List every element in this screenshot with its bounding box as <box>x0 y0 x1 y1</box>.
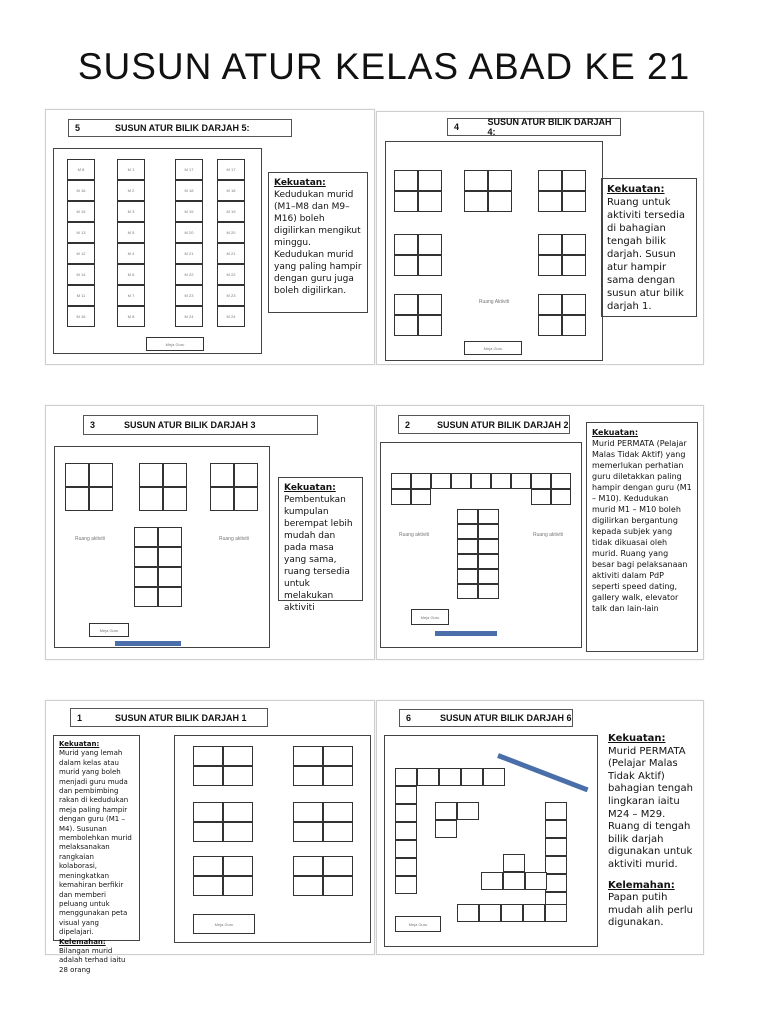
student-desk <box>479 904 501 922</box>
student-desk <box>193 766 223 786</box>
student-desk: M 16 <box>67 306 95 327</box>
student-desk <box>491 473 511 489</box>
layout-1-panel <box>45 700 375 974</box>
student-desk: M 21 <box>217 243 245 264</box>
student-desk <box>411 473 431 489</box>
student-desk <box>411 489 431 505</box>
layout-2-strength-box <box>586 422 698 652</box>
layout-4-strength-box <box>601 178 697 317</box>
layout-1-title <box>70 708 268 727</box>
student-desk <box>391 489 411 505</box>
student-desk: M 17 <box>175 159 203 180</box>
student-desk <box>483 768 505 786</box>
student-desk <box>394 170 418 191</box>
strength-heading: Kekuatan: <box>608 733 666 744</box>
layout-6-title-text: SUSUN ATUR BILIK DARJAH 6 <box>440 713 572 723</box>
layout-3-title-text: SUSUN ATUR BILIK DARJAH 3 <box>124 420 256 430</box>
student-desk <box>478 554 499 569</box>
student-desk <box>223 856 253 876</box>
student-desk <box>457 539 478 554</box>
student-desk <box>431 473 451 489</box>
student-desk <box>139 463 163 487</box>
strength-body: Murid yang lemah dalam kelas atau murid yang boleh menjadi guru muda dan pembimbing rakan di kedudukan meja paling hampir dengan guru (M1 – M4). Susunan membolehkan murid melaksanakan rangkaian kolaborasi, meningkatkan kemahiran berfikir dan memberi peluang untuk menggunakan peta visual yang dipelajari. <box>59 749 132 937</box>
student-desk <box>139 487 163 511</box>
student-desk <box>89 463 113 487</box>
student-desk <box>395 804 417 822</box>
student-desk <box>562 191 586 212</box>
student-desk <box>538 315 562 336</box>
student-desk <box>538 294 562 315</box>
student-desk <box>523 904 545 922</box>
student-desk: M 23 <box>217 285 245 306</box>
student-desk <box>545 802 567 820</box>
student-desk <box>545 904 567 922</box>
layout-5-title <box>68 119 292 137</box>
student-desk <box>503 854 525 872</box>
student-desk <box>193 822 223 842</box>
layout-2-room <box>380 442 582 648</box>
student-desk: M 11 <box>67 285 95 306</box>
student-desk <box>65 463 89 487</box>
student-desk <box>418 255 442 276</box>
teacher-desk <box>411 609 449 625</box>
student-desk <box>193 856 223 876</box>
layout-2-title <box>398 415 570 434</box>
teacher-desk-label: Meja Guru <box>408 921 428 927</box>
student-desk <box>562 255 586 276</box>
student-desk: M 19 <box>217 201 245 222</box>
layout-5-number: 5 <box>75 123 81 133</box>
weakness-heading: Kelemahan: <box>608 879 675 891</box>
student-desk <box>461 768 483 786</box>
strength-body: Pembentukan kumpulan berempat lebih mudah dan pada masa yang sama, ruang tersedia untuk melakukan aktiviti <box>284 495 353 613</box>
layout-4-title <box>447 118 621 136</box>
student-desk: M 6 <box>117 264 145 285</box>
student-desk: M 2 <box>117 180 145 201</box>
student-desk <box>223 746 253 766</box>
student-desk <box>223 822 253 842</box>
student-desk <box>503 872 525 890</box>
student-desk <box>471 473 491 489</box>
student-desk <box>464 170 488 191</box>
weakness-body: Papan putih mudah alih perlu digunakan. <box>608 892 693 929</box>
student-desk <box>511 473 531 489</box>
student-desk <box>545 874 567 892</box>
student-desk: M 20 <box>217 222 245 243</box>
student-desk: M 12 <box>67 243 95 264</box>
student-desk <box>545 838 567 856</box>
student-desk <box>163 463 187 487</box>
student-desk <box>478 539 499 554</box>
student-desk <box>391 473 411 489</box>
layout-4-panel <box>376 111 704 365</box>
layout-5-strength-box <box>268 172 368 313</box>
student-desk: M 14 <box>67 264 95 285</box>
student-desk <box>134 527 158 547</box>
student-desk <box>395 768 417 786</box>
student-desk <box>417 768 439 786</box>
student-desk <box>134 587 158 607</box>
student-desk: M 7 <box>117 285 145 306</box>
student-desk <box>223 876 253 896</box>
student-desk <box>525 872 547 890</box>
student-desk: M 24 <box>175 306 203 327</box>
student-desk: M 17 <box>217 159 245 180</box>
student-desk <box>501 904 523 922</box>
student-desk <box>394 234 418 255</box>
student-desk <box>435 802 457 820</box>
student-desk <box>158 567 182 587</box>
student-desk <box>395 840 417 858</box>
student-desk <box>395 876 417 894</box>
whiteboard <box>115 641 181 646</box>
student-desk <box>323 822 353 842</box>
student-desk: M 1 <box>117 159 145 180</box>
student-desk <box>418 315 442 336</box>
student-desk: M 22 <box>217 264 245 285</box>
student-desk <box>394 255 418 276</box>
student-desk <box>293 746 323 766</box>
student-desk <box>457 904 479 922</box>
strength-heading: Kekuatan: <box>607 184 665 195</box>
student-desk <box>435 820 457 838</box>
student-desk <box>223 802 253 822</box>
layout-6-panel <box>376 700 704 955</box>
student-desk <box>418 234 442 255</box>
student-desk <box>293 802 323 822</box>
student-desk <box>234 487 258 511</box>
student-desk <box>538 170 562 191</box>
teacher-desk-label: Meja Guru <box>483 345 503 351</box>
layout-5-room <box>53 148 262 354</box>
teacher-desk <box>464 341 522 355</box>
teacher-desk-label: Meja Guru <box>420 614 440 620</box>
student-desk: M 21 <box>175 243 203 264</box>
student-desk <box>395 858 417 876</box>
layout-5-title-text: SUSUN ATUR BILIK DARJAH 5: <box>115 123 250 133</box>
student-desk: M 4 <box>117 243 145 264</box>
layout-5-panel <box>45 109 375 365</box>
student-desk <box>481 872 503 890</box>
student-desk <box>134 567 158 587</box>
student-desk <box>457 802 479 820</box>
strength-body: Murid PERMATA (Pelajar Malas Tidak Aktif) yang memerlukan perhatian guru diletakkan paling hampir dengan guru (M1 – M10). Kedudukan murid M1 – M10 boleh digilirkan bergantung kepada subjek yang tidak dikuasai oleh murid. Ruang yang besar bagi pelaksanaan aktiviti dalam PdP seperti speed dating, gallery walk, elevator talk dan lain-lain <box>592 439 692 613</box>
student-desk <box>545 820 567 838</box>
teacher-desk-label: Meja Guru <box>214 921 234 927</box>
student-desk <box>562 294 586 315</box>
student-desk <box>65 487 89 511</box>
student-desk <box>538 191 562 212</box>
student-desk <box>323 766 353 786</box>
student-desk: M 5 <box>117 222 145 243</box>
teacher-desk <box>146 337 204 351</box>
layout-3-title <box>83 415 318 435</box>
layout-2-number: 2 <box>405 419 411 430</box>
student-desk <box>478 569 499 584</box>
layout-4-title-text: SUSUN ATUR BILIK DARJAH 4: <box>487 117 612 137</box>
layout-3-panel <box>45 405 375 660</box>
layout-3-number: 3 <box>90 420 96 430</box>
layout-4-room <box>385 141 603 361</box>
teacher-desk <box>193 914 255 934</box>
student-desk <box>323 746 353 766</box>
student-desk <box>395 786 417 804</box>
student-desk <box>562 315 586 336</box>
layout-2-panel <box>376 405 704 660</box>
weakness-heading: Kelemahan: <box>59 937 106 946</box>
student-desk <box>439 768 461 786</box>
strength-heading: Kekuatan: <box>59 740 100 748</box>
teacher-desk <box>89 623 129 637</box>
layout-6-strength-box <box>603 729 699 939</box>
student-desk <box>193 876 223 896</box>
student-desk <box>531 489 551 505</box>
strength-heading: Kekuatan: <box>284 483 336 493</box>
student-desk <box>488 191 512 212</box>
student-desk <box>457 524 478 539</box>
student-desk: M 3 <box>117 201 145 222</box>
student-desk <box>293 856 323 876</box>
student-desk: M 8 <box>117 306 145 327</box>
layout-1-number: 1 <box>77 712 83 723</box>
student-desk <box>323 876 353 896</box>
layout-3-strength-box <box>278 477 363 613</box>
student-desk <box>538 234 562 255</box>
student-desk: M 19 <box>175 201 203 222</box>
student-desk <box>89 487 113 511</box>
student-desk <box>158 587 182 607</box>
student-desk: M 16 <box>67 180 95 201</box>
student-desk <box>551 489 571 505</box>
layout-1-room <box>174 735 371 943</box>
student-desk <box>457 509 478 524</box>
student-desk <box>193 802 223 822</box>
student-desk <box>562 170 586 191</box>
layout-3-room <box>54 446 270 648</box>
strength-body: Ruang untuk aktiviti tersedia di bahagian tengah bilik darjah. Susun atur hampir sama dengan susun atur bilik darjah 1. <box>607 197 685 312</box>
student-desk: M 20 <box>175 222 203 243</box>
student-desk <box>418 170 442 191</box>
student-desk <box>210 487 234 511</box>
student-desk: M 18 <box>217 180 245 201</box>
student-desk <box>158 527 182 547</box>
weakness-body: Bilangan murid adalah terhad iaitu 28 orang <box>59 946 126 974</box>
teacher-desk <box>395 916 441 932</box>
student-desk <box>394 294 418 315</box>
student-desk <box>193 746 223 766</box>
student-desk <box>545 856 567 874</box>
teacher-desk-label: Meja Guru <box>165 341 185 347</box>
student-desk <box>531 473 551 489</box>
student-desk: M 15 <box>67 201 95 222</box>
activity-area-label-right: Ruang aktiviti <box>219 536 250 542</box>
student-desk: M 22 <box>175 264 203 285</box>
student-desk: M 8 <box>67 159 95 180</box>
student-desk <box>478 509 499 524</box>
student-desk <box>478 524 499 539</box>
student-desk <box>478 584 499 599</box>
student-desk <box>234 463 258 487</box>
student-desk <box>293 766 323 786</box>
layout-2-title-text: SUSUN ATUR BILIK DARJAH 2 <box>437 419 569 430</box>
student-desk <box>163 487 187 511</box>
student-desk: M 24 <box>217 306 245 327</box>
student-desk <box>457 584 478 599</box>
activity-area-label-right: Ruang aktiviti <box>533 532 564 538</box>
student-desk <box>394 315 418 336</box>
student-desk <box>562 234 586 255</box>
teacher-desk-label: Meja Guru <box>99 627 119 633</box>
student-desk <box>293 876 323 896</box>
layout-1-title-text: SUSUN ATUR BILIK DARJAH 1 <box>115 712 247 723</box>
layout-4-number: 4 <box>454 122 460 132</box>
activity-area-label-left: Ruang aktiviti <box>399 532 430 538</box>
student-desk <box>551 473 571 489</box>
student-desk <box>464 191 488 212</box>
strength-heading: Kekuatan: <box>274 178 326 188</box>
strength-heading: Kekuatan: <box>592 428 639 437</box>
student-desk: M 18 <box>175 180 203 201</box>
student-desk <box>323 856 353 876</box>
student-desk <box>293 822 323 842</box>
student-desk <box>210 463 234 487</box>
student-desk <box>451 473 471 489</box>
student-desk <box>418 294 442 315</box>
student-desk <box>134 547 158 567</box>
student-desk <box>457 569 478 584</box>
student-desk: M 23 <box>175 285 203 306</box>
main-title: SUSUN ATUR KELAS ABAD KE 21 <box>77 46 691 87</box>
student-desk <box>395 822 417 840</box>
student-desk <box>538 255 562 276</box>
activity-area-label-left: Ruang aktiviti <box>75 536 106 542</box>
student-desk <box>457 554 478 569</box>
student-desk <box>394 191 418 212</box>
layout-6-room <box>384 735 598 947</box>
student-desk <box>418 191 442 212</box>
strength-body: Kedudukan murid (M1–M8 dan M9–M16) boleh digilirkan mengikut minggu. Kedudukan murid yang paling hampir dengan guru juga boleh digilirkan. <box>274 190 362 296</box>
layout-6-number: 6 <box>406 713 412 723</box>
activity-area-label: Ruang Aktiviti <box>478 299 510 305</box>
student-desk <box>158 547 182 567</box>
student-desk <box>488 170 512 191</box>
strength-body: Murid PERMATA (Pelajar Malas Tidak Aktif) bahagian tengah lingkaran iaitu M24 – M29. Ruang di tengah bilik darjah digunakan untuk aktiviti murid. <box>608 745 693 870</box>
student-desk <box>223 766 253 786</box>
layout-6-title <box>399 709 573 727</box>
student-desk <box>323 802 353 822</box>
layout-1-strength-box <box>53 735 140 974</box>
student-desk: M 13 <box>67 222 95 243</box>
whiteboard <box>435 631 497 636</box>
